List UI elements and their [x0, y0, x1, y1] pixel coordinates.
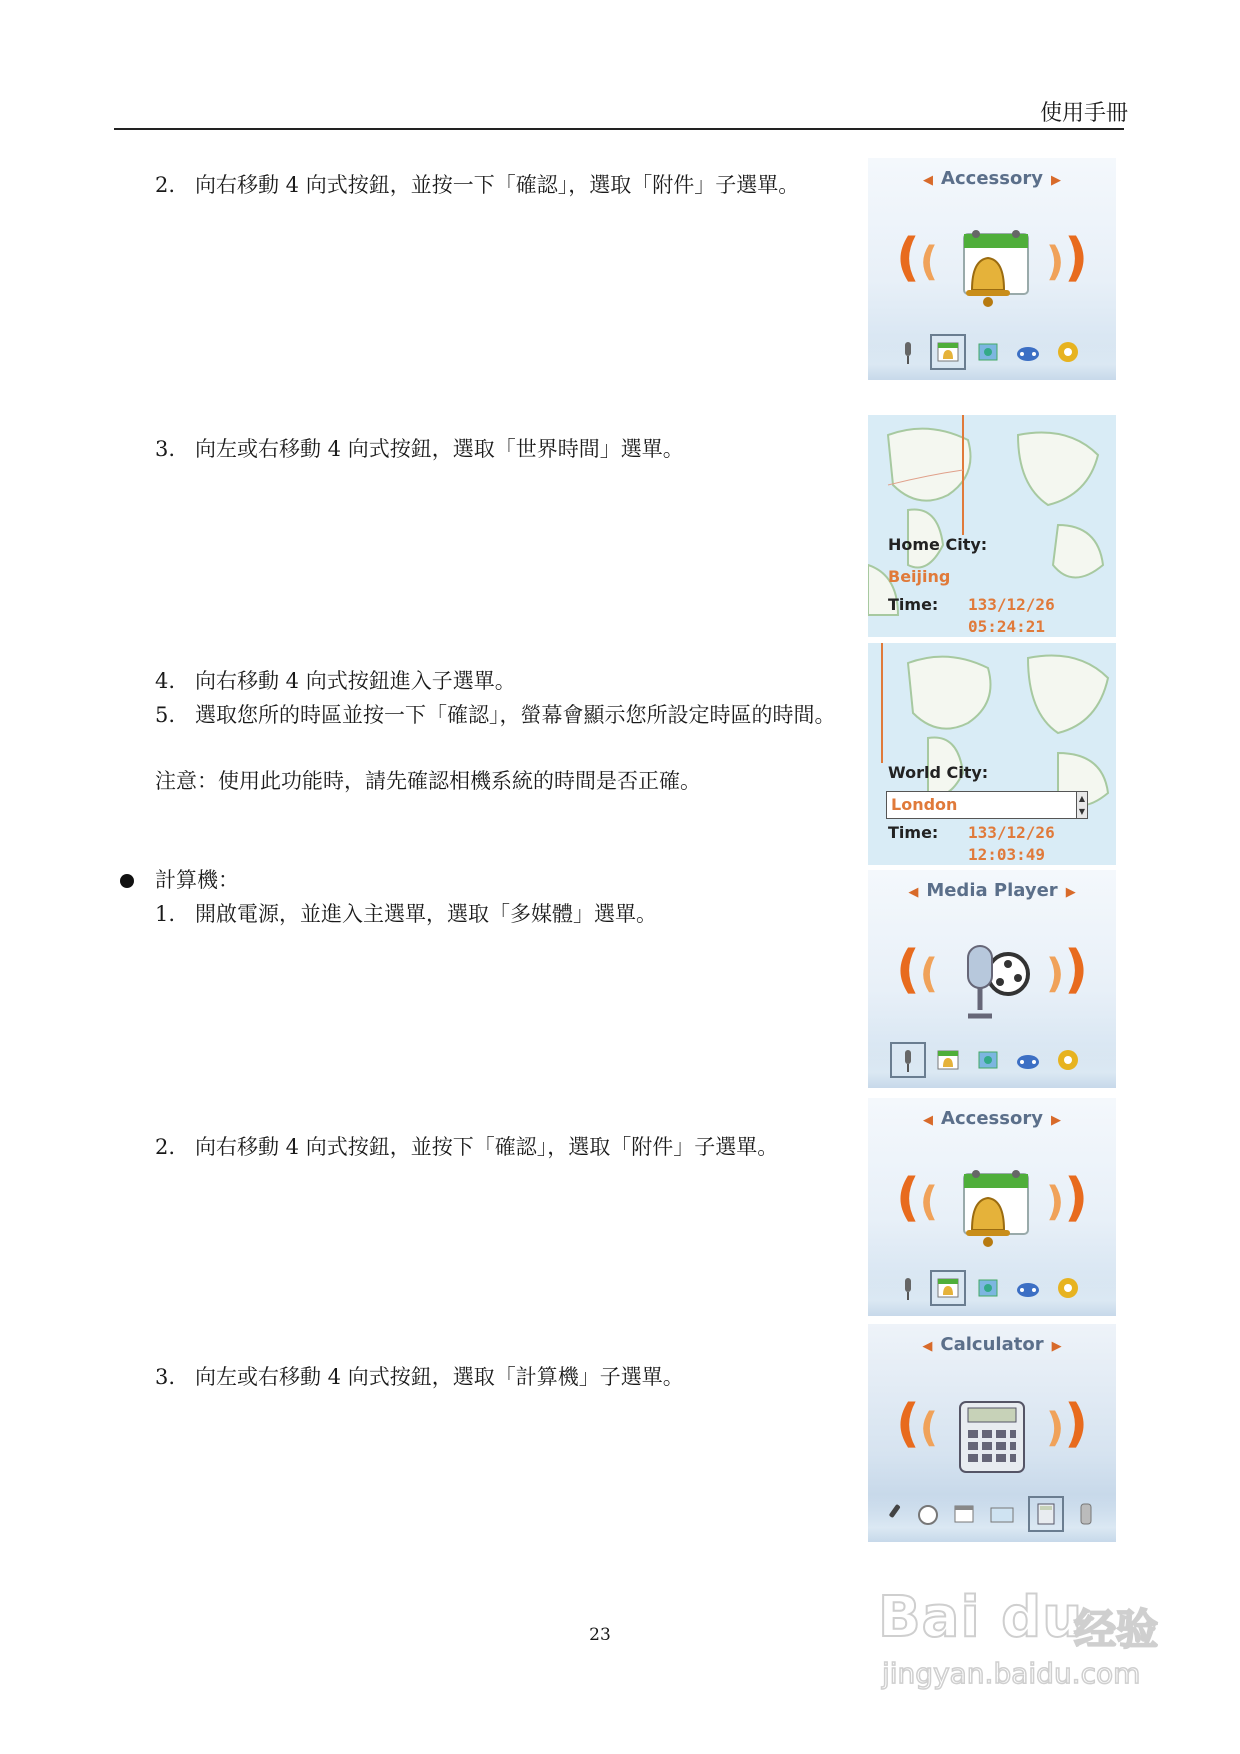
right-arrow-icon: ▶ — [1051, 1339, 1062, 1354]
date-value: 133/12/26 — [968, 595, 1055, 614]
section-title: 計算機： — [155, 868, 239, 892]
accessory-icon — [934, 1274, 962, 1302]
step-item — [155, 432, 855, 466]
left-arrow-icon: ◀ — [923, 173, 934, 188]
game-icon — [1014, 1046, 1042, 1074]
step-text: 向左或右移動 4 向式按鈕，選取「計算機」子選單。 — [195, 1365, 684, 1389]
right-arrow-icon: ▶ — [1050, 173, 1061, 188]
menu-title-text: Media Player — [926, 880, 1058, 901]
media-icon — [894, 338, 922, 366]
icon-bar — [868, 1264, 1116, 1316]
menu-title-text: Accessory — [941, 168, 1043, 189]
world-city-value: London — [891, 795, 958, 814]
header-rule — [114, 128, 1124, 130]
step-text: 向右移動 4 向式按鈕進入子選單。 — [195, 669, 516, 693]
calculator-icon — [1032, 1500, 1060, 1528]
left-arrow-icon: ◀ — [908, 885, 919, 900]
calendar-bell-icon — [942, 1160, 1042, 1260]
menu-title — [868, 1334, 1116, 1355]
home-city-label: Home City: — [888, 535, 988, 554]
step-item — [155, 1360, 855, 1394]
menu-title — [868, 1108, 1116, 1129]
step-item — [155, 698, 855, 732]
accessory-screen — [868, 158, 1116, 380]
step-text: 向右移動 4 向式按鈕，並按一下「確認」，選取「附件」子選單。 — [195, 173, 800, 197]
time-label: Time: — [888, 595, 939, 614]
time-value: 05:24:21 — [968, 617, 1046, 636]
right-paren-icon: )) — [1045, 1168, 1088, 1228]
menu-title-text: Accessory — [941, 1108, 1043, 1129]
photo-icon — [974, 1046, 1002, 1074]
step-item — [155, 1130, 855, 1164]
step-number: 3. — [155, 437, 176, 461]
step-text: 向右移動 4 向式按鈕，並按下「確認」，選取「附件」子選單。 — [195, 1135, 779, 1159]
right-arrow-icon: ▶ — [1050, 1113, 1061, 1128]
spin-arrows-icon[interactable]: ▲ ▼ — [1076, 792, 1087, 818]
header-title: 使用手冊 — [1039, 101, 1128, 126]
watermark-brand: Bai du — [878, 1585, 1084, 1650]
media-icon — [894, 1274, 922, 1302]
world-time-icon — [988, 1500, 1016, 1528]
step-number: 5. — [155, 703, 176, 727]
icon-bar — [868, 1036, 1116, 1088]
accessory-icon — [934, 338, 962, 366]
step-number: 2. — [155, 173, 176, 197]
step-item — [155, 168, 855, 202]
menu-title — [868, 880, 1116, 901]
microphone-film-icon — [942, 932, 1042, 1032]
icon-bar — [868, 328, 1116, 380]
world-city-label: World City: — [888, 763, 989, 782]
left-paren-icon: (( — [896, 1168, 939, 1228]
step-number: 1. — [155, 902, 176, 926]
game-icon — [1014, 1274, 1042, 1302]
date-value: 133/12/26 — [968, 823, 1055, 842]
right-arrow-icon: ▶ — [1065, 885, 1076, 900]
voice-recorder-icon — [1072, 1500, 1100, 1528]
step-number: 4. — [155, 669, 176, 693]
menu-title-text: Calculator — [940, 1334, 1044, 1355]
watermark-url: jingyan.baidu.com — [882, 1657, 1141, 1690]
photo-icon — [974, 1274, 1002, 1302]
left-paren-icon: (( — [896, 940, 939, 1000]
left-paren-icon: (( — [896, 228, 939, 288]
watermark — [878, 1585, 1178, 1695]
calendar-bell-icon — [942, 220, 1042, 320]
settings-gear-icon — [1054, 1274, 1082, 1302]
media-player-screen — [868, 870, 1116, 1088]
microphone-icon — [878, 1500, 906, 1528]
left-arrow-icon: ◀ — [923, 1113, 934, 1128]
world-city-select[interactable] — [886, 791, 1088, 819]
calculator-icon — [942, 1386, 1042, 1486]
left-paren-icon: (( — [896, 1394, 939, 1454]
home-city-value: Beijing — [888, 567, 951, 586]
page-number: 23 — [589, 1625, 611, 1645]
step-number: 2. — [155, 1135, 176, 1159]
time-label: Time: — [888, 823, 939, 842]
icon-bar — [868, 1494, 1116, 1542]
media-icon — [894, 1046, 922, 1074]
bullet-icon — [120, 874, 134, 888]
right-paren-icon: )) — [1045, 940, 1088, 1000]
step-item — [155, 664, 855, 698]
calendar-icon — [950, 1500, 978, 1528]
watermark-cn: 经验 — [1074, 1605, 1159, 1654]
menu-title — [868, 168, 1116, 189]
step-text: 選取您所的時區並按一下「確認」，螢幕會顯示您所設定時區的時間。 — [195, 703, 836, 727]
settings-gear-icon — [1054, 338, 1082, 366]
right-paren-icon: )) — [1045, 1394, 1088, 1454]
alarm-clock-icon — [914, 1500, 942, 1528]
left-arrow-icon: ◀ — [922, 1339, 933, 1354]
home-city-screen — [868, 415, 1116, 637]
step-text: 向左或右移動 4 向式按鈕，選取「世界時間」選單。 — [195, 437, 684, 461]
game-icon — [1014, 338, 1042, 366]
photo-icon — [974, 338, 1002, 366]
step-item — [155, 897, 855, 931]
step-number: 3. — [155, 1365, 176, 1389]
calculator-screen — [868, 1324, 1116, 1542]
right-paren-icon: )) — [1045, 228, 1088, 288]
time-value: 12:03:49 — [968, 845, 1046, 864]
note-text: 注意：使用此功能時，請先確認相機系統的時間是否正確。 — [155, 769, 701, 793]
accessory-icon — [934, 1046, 962, 1074]
accessory-screen — [868, 1098, 1116, 1316]
settings-gear-icon — [1054, 1046, 1082, 1074]
world-city-screen — [868, 643, 1116, 865]
step-text: 開啟電源，並進入主選單，選取「多媒體」選單。 — [195, 902, 657, 926]
